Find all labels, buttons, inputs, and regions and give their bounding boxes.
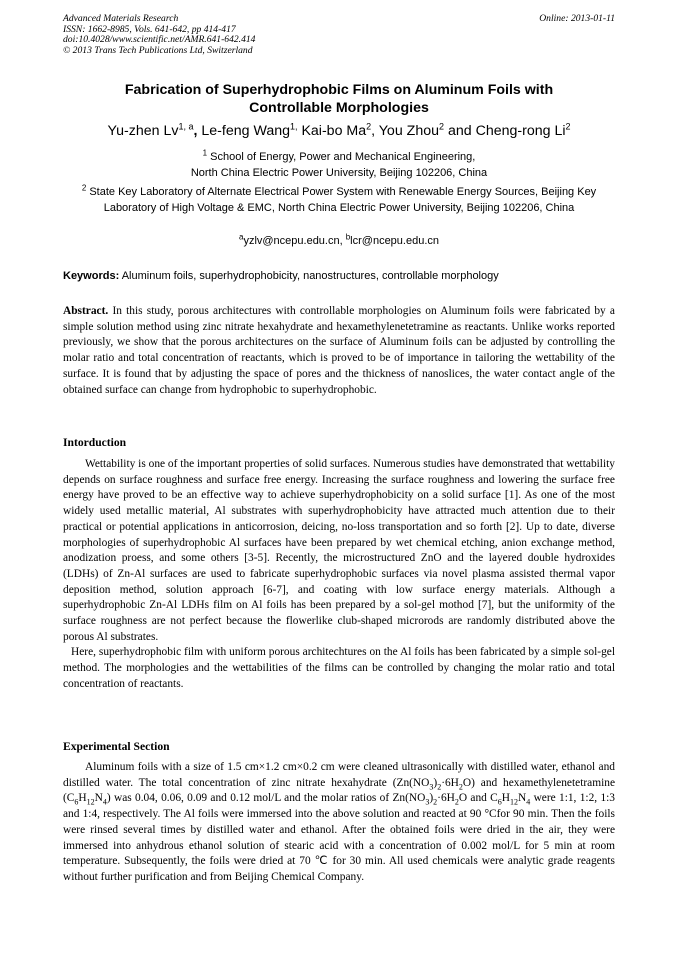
experimental-heading: Experimental Section	[63, 740, 170, 753]
experimental-body	[63, 760, 615, 886]
author-5-affil: 2	[565, 121, 571, 132]
affiliation-1-marker: 1	[202, 148, 208, 158]
exp-text-6: N	[94, 792, 103, 805]
journal-name: Advanced Materials Research	[63, 13, 179, 24]
introduction-paragraph-2: Here, superhydrophobic film with uniform porous architechtures on the Al foils has been fabricated by a simple sol-gel method. The morphologies and the wettabilities of the films can be controlled by changing the molar ratio and total concentration of reactants.	[63, 646, 615, 690]
experimental-paragraph	[63, 760, 615, 886]
affiliation-2	[63, 185, 615, 216]
exp-text-9: ·6H	[437, 792, 455, 805]
exp-text-13: were 1:1, 1:2, 1:3 and 1:4, respectively. The Al foils were immersed into the above solution and reacted at 90 °Cfor 90 min. Then the foils were rinsed several times by distilled water and ethanol. After the obtained foils were dried in the air, they were immersed into anhydrous ethanol solution of stearic acid with a concentration of 0.002 mol/L for 5 min at room temperature. Subsequently, the foils were dried at 70 ℃ for 30 min. All used chemicals were analytic grade reagents without further purification and from Beijing Chemical Company.	[63, 792, 615, 883]
author-3: Kai-bo Ma	[297, 123, 367, 139]
exp-text-1: Aluminum foils with a size of 1.5 cm×1.2 cm×0.2 cm were cleaned ultrasonically with distilled water, ethanol and distilled water. The total concentration of zinc nitrate hexahydrate (Zn(NO	[63, 761, 615, 789]
title-line-2: Controllable Morphologies	[249, 99, 429, 116]
author-2-affil: 1,	[290, 121, 298, 132]
paper-title	[63, 82, 615, 117]
email-b-marker: b	[345, 232, 351, 242]
abstract	[63, 304, 615, 398]
exp-text-7: ) was 0.04, 0.06, 0.09 and 0.12 mol/L and the molar ratios of Zn(NO	[106, 792, 426, 805]
exp-sub-11: 12	[510, 797, 519, 807]
title-line-1: Fabrication of Superhydrophobic Films on Aluminum Foils with	[124, 82, 554, 98]
author-list	[63, 122, 615, 140]
exp-sub-1: 3	[429, 781, 434, 791]
affiliation-1	[63, 150, 615, 181]
author-separator: ,	[193, 123, 202, 139]
affiliation-2-text: State Key Laboratory of Alternate Electrical Power System with Renewable Energy Sources, Beijing Key Laboratory of High Voltage & EMC, North China Electric Power University, Beijing 102206, China	[86, 186, 597, 214]
exp-sub-10: 6	[497, 797, 502, 807]
email-a-marker: a	[238, 232, 244, 242]
issn: ISSN: 1662-8985, Vols. 641-642, pp 414-417	[63, 23, 236, 35]
email-a[interactable]: yzlv@ncepu.edu.cn,	[243, 235, 346, 247]
exp-text-2: )	[433, 776, 438, 789]
exp-sub-3: 2	[458, 781, 463, 791]
exp-text-3: ·6H	[441, 776, 459, 789]
exp-text-4: O) and hexamethylenetetramine (C	[63, 776, 615, 805]
exp-text-10: O and C	[458, 792, 498, 805]
copyright: © 2013 Trans Tech Publications Ltd, Switzerland	[63, 44, 253, 56]
author-3-affil: 2	[366, 121, 372, 132]
abstract-text: In this study, porous architectures with controllable morphologies on Aluminum foils were fabricated by a simple solution method using zinc nitrate hexahydrate and hexamethylenetetramine as reactants. Unlike works reported previously, we show that the porous architectures on the surface of Aluminum foils can be adjusted by controlling the molar ratio and total concentration of reactants, which is proved to be of importance in tailoring the wettability of the surface. It is found that by adjusting the space of pores and the thickness of nanoslices, the water contact angle of the obtained surface can change from hydrophobic to superhydrophobic.	[63, 305, 615, 396]
introduction-heading: Intorduction	[63, 436, 127, 449]
author-4: , You Zhou	[371, 123, 439, 139]
email-b[interactable]: lcr@ncepu.edu.cn	[350, 235, 439, 247]
email-line	[63, 234, 615, 250]
affiliation-1-line-2: North China Electric Power University, Beijing 102206, China	[190, 166, 488, 179]
author-1-affil: 1, a	[178, 121, 194, 132]
online-date: Online: 2013-01-11	[539, 13, 615, 24]
affiliation-1-line-1: School of Energy, Power and Mechanical Engineering,	[207, 151, 476, 163]
exp-sub-9: 2	[454, 797, 459, 807]
author-5: and Cheng-rong Li	[444, 123, 566, 139]
author-2: Le-feng Wang	[201, 123, 290, 139]
exp-sub-6: 4	[102, 797, 107, 807]
author-4-affil: 2	[439, 121, 445, 132]
doi: doi:10.4028/www.scientific.net/AMR.641-642.414	[63, 34, 256, 46]
exp-text-5: H	[78, 792, 87, 805]
exp-text-12: N	[518, 792, 527, 805]
exp-sub-4: 6	[74, 797, 79, 807]
author-1: Yu-zhen Lv	[107, 123, 179, 139]
exp-sub-7: 3	[425, 797, 430, 807]
exp-sub-5: 12	[86, 797, 95, 807]
abstract-label: Abstract.	[63, 305, 109, 317]
exp-text-8: )	[429, 792, 434, 805]
exp-text-11: H	[501, 792, 511, 805]
journal-header	[63, 14, 255, 56]
exp-sub-8: 2	[433, 797, 438, 807]
keywords	[63, 269, 615, 283]
exp-sub-2: 2	[437, 781, 442, 791]
introduction-paragraph-1: Wettability is one of the important properties of solid surfaces. Numerous studies have demonstrated that wettability depends on surface roughness and surface free energy. Increasing the surface roughness and lowering the surface free energy have proved to be an effective way to achieve superhydrophobicity on a solid surface [1]. As one of the most widely used metallic material, Al substrates with superhydrophobicity have attracted much attention due to their practical or potential applications in anticorrosion, deicing, no-loss transportation and so forth [2]. Up to date, diverse morphologies of superhydrophobic Al surfaces have been prepared by wet chemical etching, anion exchange method, anodization proess, and some others [3-5]. Recently, the microstructured ZnO and the layered double hydroxides (LDHs) of Zn-Al surfaces are used to fabricate superhydrophobic surfaces via novel plasma assisted thermal vapor deposition method, solution approach [6-7], and coating with low surface energy materials. Although a superhydrophobic Zn-Al LDHs film on Al foils has been prepared by a sol-gel mothod [7], but the uniformity of the surface roughness are not perfect because the flowerlike club-shaped microrods are randomly distributed above the porous Al substrates.	[63, 458, 615, 643]
keywords-label: Keywords:	[63, 270, 120, 282]
keywords-text: Aluminum foils, superhydrophobicity, nanostructures, controllable morphology	[119, 270, 499, 282]
affiliation-2-marker: 2	[81, 183, 87, 193]
exp-sub-12: 4	[526, 797, 531, 807]
introduction-body	[63, 457, 615, 693]
